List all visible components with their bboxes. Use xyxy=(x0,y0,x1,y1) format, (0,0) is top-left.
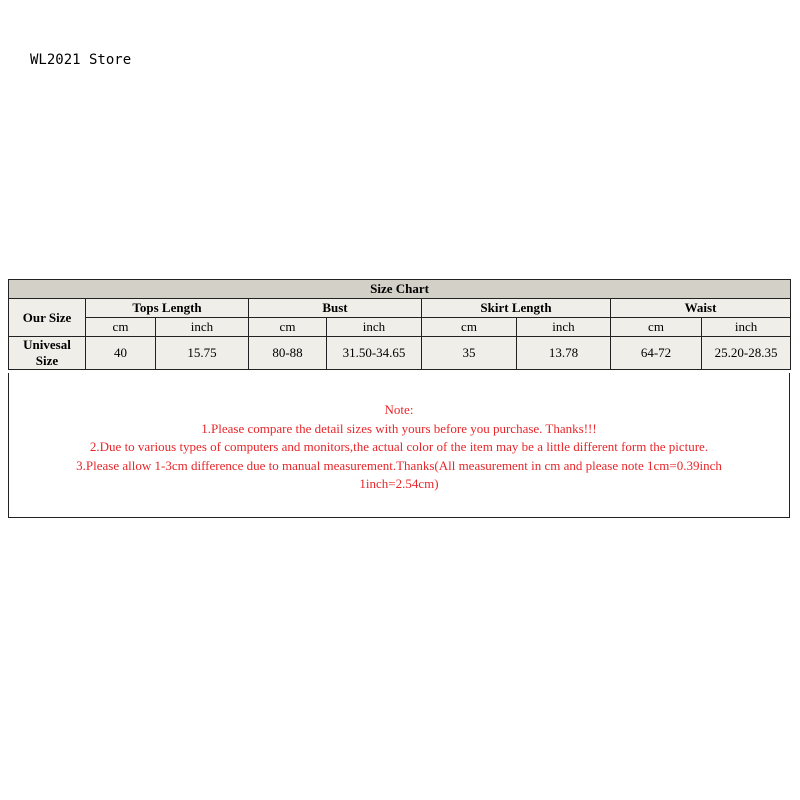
unit-cell: inch xyxy=(327,318,422,337)
unit-cell: inch xyxy=(156,318,249,337)
unit-cell: cm xyxy=(422,318,517,337)
row-label xyxy=(9,337,86,370)
skirt-length-header: Skirt Length xyxy=(422,299,611,318)
waist-header: Waist xyxy=(611,299,791,318)
value-cell: 35 xyxy=(422,337,517,370)
value-cell: 25.20-28.35 xyxy=(702,337,791,370)
unit-cell: cm xyxy=(249,318,327,337)
value-cell: 31.50-34.65 xyxy=(327,337,422,370)
size-chart-table xyxy=(8,279,791,370)
unit-cell: cm xyxy=(611,318,702,337)
unit-cell: inch xyxy=(517,318,611,337)
note-line-1: 1.Please compare the detail sizes with yours before you purchase. Thanks!!! xyxy=(201,420,597,436)
bust-header: Bust xyxy=(249,299,422,318)
value-cell: 80-88 xyxy=(249,337,327,370)
unit-cell: inch xyxy=(702,318,791,337)
row-label-line1: Univesal xyxy=(23,337,71,352)
value-cell: 40 xyxy=(86,337,156,370)
size-chart-title: Size Chart xyxy=(9,280,791,299)
note-heading: Note: xyxy=(384,402,414,417)
value-cell: 64-72 xyxy=(611,337,702,370)
row-label-line2: Size xyxy=(35,353,59,368)
table-row xyxy=(9,337,791,370)
value-cell: 15.75 xyxy=(156,337,249,370)
notes-box xyxy=(8,373,790,518)
unit-cell: cm xyxy=(86,318,156,337)
note-line-3: 3.Please allow 1-3cm difference due to manual measurement.Thanks(All measurement in cm and please note 1cm=0.39inch xyxy=(76,457,722,473)
store-name: WL2021 Store xyxy=(30,52,132,68)
note-line-2: 2.Due to various types of computers and monitors,the actual color of the item may be a little different form the picture. xyxy=(89,439,709,454)
value-cell: 13.78 xyxy=(517,337,611,370)
tops-length-header: Tops Length xyxy=(86,299,249,318)
our-size-header: Our Size xyxy=(9,299,86,337)
note-line-4: 1inch=2.54cm) xyxy=(359,476,439,491)
